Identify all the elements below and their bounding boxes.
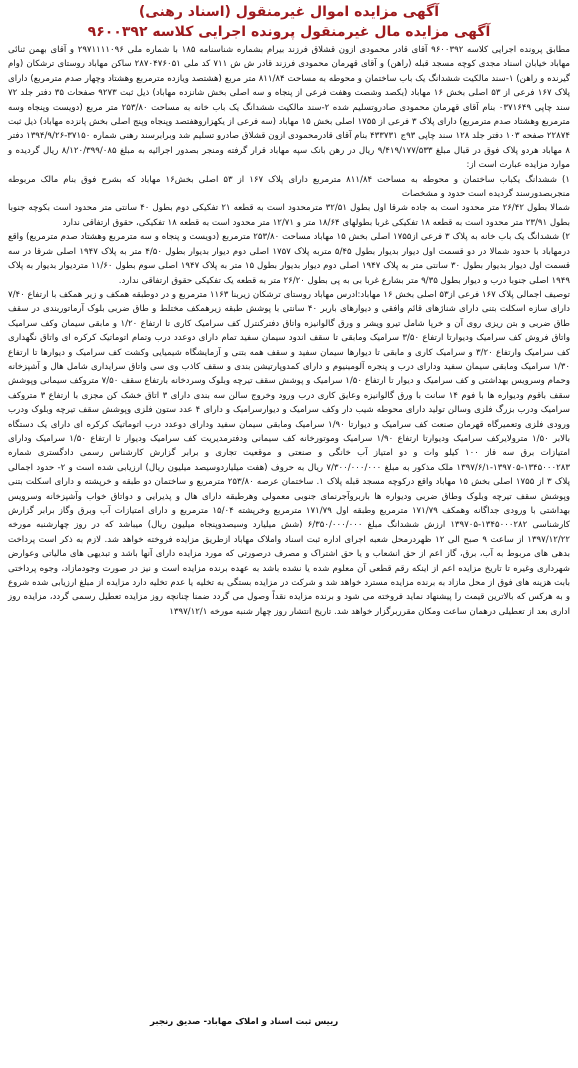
notice-body	[8, 43, 570, 619]
notice-paragraph-item-2: ۲) ششدانگ یک باب خانه به پلاک ۳ فرعی از۱۷۵۵ اصلی بخش ۱۵ مهاباد مساحت ۲۵۳/۸۰ مترمربع (دویست و پنجاه و سه مترمربع وهشتاد صدم مترمربع) واقع درمهاباد با حدود شمالا در دو قسمت اول دیوار بدیوار بطول ۵/۴۵ متربه پلاک ۱۷۵۷ اصلی دوم دیوار بدیوار بطول ۴/۵۰ متر به پلاک ۱۹۴۷ اصلی شرقا در سه قسمت اول دیوار بدیوار بطول ۳۰ سانتی متر به پلاک ۱۹۴۷ اصلی دوم دیوار بدیوار بطول ۱۵ متر به پلاک ۱۹۴۷ اصلی سوم بطول ۱۱/۶۰ متردیوار بدیوار به پلاک ۱۹۴۹ اصلی جنوبا درب و دیوار بطول ۹/۳۵ متر بشارع غربا بی به پی بطول ۲۶/۲۰ متر به قطعه یک تفکیکی حقوق ارتفاقی ندارد.	[8, 232, 571, 286]
notice-paragraph-description: توصیف اجمالی پلاک ۱۶۷ فرعی از۵۳ اصلی بخش ۱۶ مهاباد:ادرس مهاباد روستای ترشکان زیربنا ۱۱۶۳ مترمربع و در دوطبقه همکف و زیر همکف با ارتفاع ۷/۴۰ دارای سازه اسکلت بتنی دارای شناژهای قائم وافقی و دیوارهای باربر ۴۰ سانتی با پوشش طبقه زیرهمکف مختلط و طاق ضربی بلوک آرماتوربندی در سقف طاق ضربی و بتن ریزی روی آن و خرپا شامل تیرو ویشر و ورق گالوانیزه واتاق دفترکنترل کف سرامیک کاری تا ارتفاع ۱/۲۰ و مابقی سیمان وکف سرامیک واتاق فروش کف سرامیک ودیوارتا ارتفاع ۳/۵۰ سرامیک ومابقی تا سقف اندود سیمان سفید تمام دارای دوعدد درب وتمام اتوماتیک کرکره ای واتاق نگهداری کف سرامیک وارتفاع ۳/۲۰ و سرامیک کاری و مابقی تا دیوارها سیمان سفید و سقف همه بتنی و آزمایشگاه شیمیایی وکشت کف سرامیک و دیوارها تا ارتفاع ۱/۳۰ سرامیک ومابقی سیمان سفید ودارای درب و پنجره آلومینیوم و دارای کمدوپارتیشن بندی و سقف کاذب وی سی واتاق سرایداری شامل هال و آشپزخانه وحمام وسرویس بهداشتی و کف سرامیک و دیوار تا ارتفاع ۱/۵۰ سرامیک و پوشش سقف تیرچه وبلوک وسردخانه بارتفاع سقف ۷/۵۰ متروکف سیمانی وپوشش سقف باقوم ودیواره ها با فوم ۱۴ سانت با ورق گالوانیزه وعایق کاری درب ورود وخروج سالن سه بندی دارای ۳ اتاق خشک کن مجزی با ارتفاع ۳ متروکف سرامیک ودرب بزرگ فلزی وسالن تولید دارای محوطه شیب دار وکف سرامیک و دیوارسرامیک و دارای ۴ عدد ستون فلزی وپوشش سقف تیرچه وبلوک ودرب ورودی فلزی وتعمیرگاه قهرمان صنعت کف سرامیک و دیوارتا ۱/۹۰ سرامیک ومابقی سیمان سفید ودارای دوعدد درب اتوماتیک کرکره ای دارای یک دستگاه بالابر ۱/۵۰ مترولایرکف سرامیک ودیوارتا ارتفاع ۱/۹۰ سرامیک وموتورخانه کف سیمانی ودفترمدیریت کف سرامیک ودیوار تا ارتفاع ۱/۵۰ سرامیک ودارای امتیازات برق سه فاز ۱۰۰ کیلو وات و دو امتیاز آب خانگی و صنعتی و موقعیت تجاری و برابر گزارش کارشناس رسمی دادگستری شماره ۱۳۴۵۰۰۰۲۸۳-۱۳۹۷۰۵-۱۳۹۷/۶/۱ ملک مذکور به مبلغ ۷/۳۰۰/۰۰۰/۰۰۰ ریال به حروف (هفت میلیاردوسیصد میلیون ریال) ارزیابی شده است و ۲- حدود اجمالی پلاک ۳ از ۱۷۵۵ اصلی بخش ۱۵ مهاباد واقع درکوچه مسجد قبله پلاک ۱. ساختمان عرصه ۲۵۳/۸۰ مترمربع و ساختمان دو طبقه و خرپشته و دارای اسکلت بتنی وپوشش سقف تیرچه وبلوک وطاق ضربی ودیواره ها باربروآجرنماى جنوبى معمولى وهرطبقه دارای هال و پذیرایی و دواتاق خواب وآشپزخانه وسرویس بهداشتی با ورودی جداگانه وهمکف ۱۷۱/۷۹ مترمربع وطبقه اول ۱۷۱/۷۹ مترمربع وخرپشته ۱۵/۰۴ مترمربع و دارای امتیازات آب وبرق وگاز برابر گزارش کارشناسی ۱۳۴۵۰۰۰۲۸۲-۱۳۹۷۰۵ ارزش ششدانگ مبلغ ۶/۳۵۰/۰۰۰/۰۰۰ (شش میلیارد وسیصدوپنجاه میلیون ریال) میباشد که در روز چهارشنبه مورخه ۱۳۹۷/۱۲/۲۲ از ساعت ۹ صبح الی ۱۲ ظهردرمحل شعبه اجرای اداره ثبت اسناد واملاک مهاباد ازطریق مزایده فروخته خواهد شد. لازم به ذکر است پرداخت بدهی های مربوط به آب، برق، گاز اعم از حق انشعاب و یا حق اشتراک و مصرف درصورتی که مورد مزایده دارای آنها باشد و تبدیهی های مالیاتی وعوارض شهرداری وغیره تا تاریخ مزایده اعم از اینکه رقم قطعی آن معلوم شده یا نشده باشد به عهده برنده مزایده است و نیز در صورت وجودمازاد، وجوه پرداختی بابت هزینه های فوق از محل مازاد به برنده مزایده مسترد خواهد شد و شرکت در مزایده بستگی به تخلیه یا عدم تخلیه دارد مزایده از مبلغ ارزیابی شده شروع و به هرکس که بالاترین قیمت را پیشنهاد نماید فروخته می شود و برنده مزایده نقداً وصول می گردد ضمنا چنانچه روز مزایده تعطیل رسمی گردد، مزایده روز اداری بعد از تعطیلی درهمان ساعت ومکان مقرربرگزار خواهد شد. تاریخ انتشار روز چهار شنبه مورخه ۱۳۹۷/۱۲/۱	[8, 289, 571, 617]
notice-subtitle: آگهی مزایده مال غیرمنقول پرونده اجرایی کلاسه ۹۶۰۰۳۹۲	[87, 24, 491, 40]
notice-paragraph-intro: مطابق پرونده اجرایی کلاسه ۹۶۰۰۳۹۲ آقای قادر محمودی ازون قشلاق فرزند بیرام بشماره شناسنامه ۱۸۵ با شماره ملی ۲۹۷۱۱۱۱۰۹۶ و آقای بهمن ثنائی مهاباد خیابان اسناد مجدی کوچه مسجد قبله (راهن) و آقای قهرمان محمودی فرزند قادر ش ش ۷۱۱ کد ملی ۲۸۷۰۴۷۶۰۵۱ ساکن مهاباد روستای ترشکان (وام گیرنده و راهن) ۱-سند مالکیت ششدانگ یک باب ساختمان و محوطه به مساحت ۸۱۱/۸۴ متر مربع (هشتصد ویازده مترمربع وهشتاد وچهار صدم مترمربع) دارای پلاک ۱۶۷ فرعی از ۵۳ اصلی بخش ۱۶ مهاباد (یکصد وشصت وهفت فرعی از پنجاه و سه اصلی بخش شانزده مهاباد) ذیل ثبت ۹۲۷۳ صفحات ۳۵ دفتر جلد ۷۲ سند چاپی ۰۳۷۱۶۴۹ بنام آقای قهرمان محمودی صادروتسلیم شده ۲-سند مالکیت ششدانگ یک باب خانه به مساحت ۲۵۳/۸۰ متر مربع (دویست وپنجاه وسه مترمربع وهشتاد صدم مترمربع) دارای پلاک ۳ فرعی از ۱۷۵۵ اصلی بخش ۱۵ مهاباد (سه فرعی از یکهزاروهفتصد وپنجاه وپنج اصلی بخش پانزده مهاباد) ذیل ثبت ۲۲۸۷۴ صفحه ۱۰۳ دفتر جلد ۱۲۸ سند چاپی ۹۳ج ۴۳۳۷۳۱ بنام آقای قادرمحمودی ازون قشلاق صادرو تسلیم شد وبرابرسند رهنی شماره ۳۷۱۵۰-۱۳۹۴/۹/۲۶ دفتر ۸ مهاباد هردو پلاک فوق در قبال مبلغ ۹/۴۱۹/۱۷۷/۵۳۳ ریال در رهن بانک سپه مهاباد قرار گرفته ومنجر بصدور اجرائیه به مبلغ ۸/۱۲۰/۳۹۹/۰۸۵ ریال گردیده و موارد مزایده عبارت است از:	[8, 45, 570, 171]
notice-paragraph-item-1: ۱) ششدانگ یکباب ساختمان و محوطه به مساحت ۸۱۱/۸۴ مترمربع دارای پلاک ۱۶۷ از ۵۳ اصلی بخش۱۶ مهاباد که بشرح فوق بنام مالک مربوطه منجربصدورسند گردیده است حدود و مشخصات	[8, 174, 570, 200]
notice-title: آگهی مزایده اموال غیرمنقول (اسناد رهنی)	[138, 4, 440, 20]
notice-paragraph-bounds-1: شمالا بطول ۲۶/۴۲ متر محدود است به جاده شرقا اول بطول ۳۲/۵۱ مترمحدود است به قطعه ۲۱ تفکیکی دوم بطول ۴۰ سانتی متر محدود است بکوچه جنوبا بطول ۲۳/۹۱ متر محدود است به قطعه ۱۸ تفکیکی غربا بطولهای ۱۸/۶۴ متر و ۱۲/۷۱ متر محدود است به قطعه ۱۸ تفکیکی، حقوق ارتفاقی ندارد	[8, 203, 570, 228]
notice-signature: رییس ثبت اسناد و املاک مهاباد- صدیق رنجبر	[150, 1017, 339, 1027]
